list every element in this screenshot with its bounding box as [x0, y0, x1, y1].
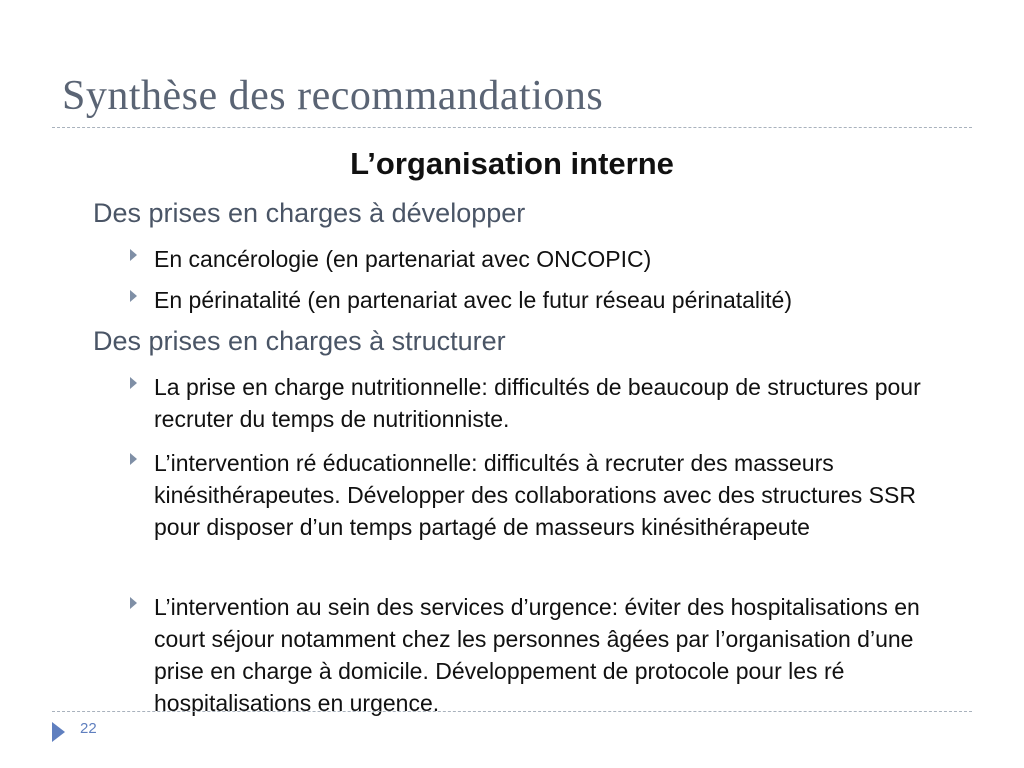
list-item [130, 591, 950, 719]
footer-arrow-icon [52, 722, 65, 742]
section-heading: Des prises en charges à développer [93, 198, 526, 228]
list-item [130, 371, 950, 435]
bullet-text: En cancérologie (en partenariat avec ONCOPIC) [154, 246, 652, 272]
bullet-text: La prise en charge nutritionnelle: difficultés de beaucoup de structures pour recruter du temps de nutritionniste. [154, 374, 921, 432]
triangle-bullet-icon [130, 290, 137, 302]
triangle-bullet-icon [130, 597, 137, 609]
list-item [130, 447, 950, 543]
slide-subtitle: L’organisation interne [350, 146, 674, 181]
list-item [130, 243, 950, 275]
triangle-bullet-icon [130, 249, 137, 261]
title-divider [52, 127, 972, 128]
bullet-text: L’intervention ré éducationnelle: difficultés à recruter des masseurs kinésithérapeutes. Développer des collaborations avec des structures SSR pour disposer d’un temps partagé de masseurs kinésithérapeute [154, 450, 916, 540]
slide-title: Synthèse des recommandations [62, 73, 604, 119]
page-number: 22 [80, 720, 97, 737]
triangle-bullet-icon [130, 453, 137, 465]
bullet-text: L’intervention au sein des services d’urgence: éviter des hospitalisations en court séjour notamment chez les personnes âgées par l’organisation d’une prise en charge à domicile. Développement de protocole pour les ré hospitalisations en urgence. [154, 594, 920, 716]
section-heading: Des prises en charges à structurer [93, 326, 506, 356]
bullet-text: En périnatalité (en partenariat avec le futur réseau périnatalité) [154, 287, 792, 313]
list-item [130, 284, 950, 316]
footer-divider [52, 711, 972, 712]
triangle-bullet-icon [130, 377, 137, 389]
